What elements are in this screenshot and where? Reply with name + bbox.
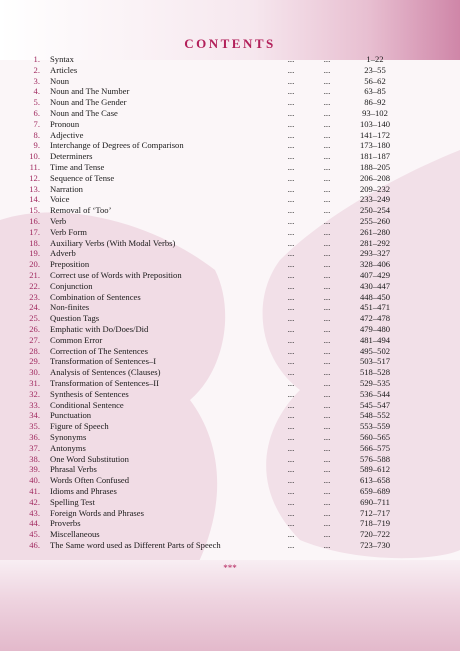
item-number: 26. [29, 324, 40, 334]
item-number: 2. [33, 64, 40, 75]
item-pages: 718–719 [359, 518, 391, 529]
dot-leader: ... [287, 334, 295, 345]
item-pages: 576–588 [359, 453, 391, 464]
list-item [0, 432, 460, 442]
item-title: Noun and The Case [50, 108, 118, 118]
dot-leader: ... [323, 410, 331, 421]
item-pages: 560–565 [359, 432, 391, 442]
dot-leader: ... [323, 194, 331, 205]
dot-leader: ... [323, 324, 331, 334]
item-number: 32. [29, 388, 40, 399]
item-pages: 503–517 [359, 356, 391, 367]
dot-leader: ... [323, 248, 331, 259]
item-number: 44. [29, 518, 40, 529]
dot-leader: ... [287, 75, 295, 86]
item-title: Narration [50, 183, 83, 194]
item-pages: 250–254 [359, 205, 391, 216]
item-title: Non-finites [50, 302, 90, 313]
item-pages: 328–406 [359, 259, 391, 270]
list-item [0, 205, 460, 215]
item-title: Proverbs [50, 518, 81, 529]
dot-leader: ... [287, 507, 295, 518]
dot-leader: ... [323, 518, 331, 529]
dot-leader: ... [323, 399, 331, 410]
dot-leader: ... [323, 345, 331, 356]
dot-leader: ... [287, 205, 295, 216]
dot-leader: ... [323, 496, 331, 507]
item-title: Emphatic with Do/Does/Did [50, 324, 149, 334]
dot-leader: ... [287, 324, 295, 334]
item-number: 40. [29, 475, 40, 486]
list-item [0, 151, 460, 161]
item-title: Phrasal Verbs [50, 464, 97, 475]
list-item [0, 346, 460, 356]
item-number: 12. [29, 172, 40, 183]
item-title: Interchange of Degrees of Comparison [50, 140, 184, 151]
dot-leader: ... [287, 237, 295, 248]
item-pages: 261–280 [359, 226, 391, 237]
dot-leader: ... [323, 356, 331, 367]
item-pages: 613–658 [359, 475, 391, 486]
list-item [0, 248, 460, 258]
dot-leader: ... [287, 108, 295, 118]
item-pages: 720–722 [359, 529, 391, 540]
dot-leader: ... [323, 507, 331, 518]
dot-leader: ... [323, 280, 331, 291]
item-title: Foreign Words and Phrases [50, 507, 144, 518]
dot-leader: ... [287, 378, 295, 388]
item-pages: 63–85 [364, 86, 386, 97]
item-title: Conditional Sentence [50, 399, 124, 410]
item-title: Syntax [50, 54, 74, 64]
item-number: 30. [29, 367, 40, 378]
dot-leader: ... [287, 540, 295, 550]
item-title: Articles [50, 64, 78, 75]
item-pages: 173–180 [359, 140, 391, 151]
dot-leader: ... [323, 108, 331, 118]
item-number: 6. [33, 108, 40, 118]
item-title: Correction of The Sentences [50, 345, 148, 356]
item-title: Pronoun [50, 118, 80, 129]
item-title: Transformation of Sentences–II [50, 378, 159, 388]
item-pages: 545–547 [359, 399, 391, 410]
item-number: 34. [29, 410, 40, 421]
item-number: 42. [29, 496, 40, 507]
dot-leader: ... [323, 216, 331, 226]
item-pages: 690–711 [360, 496, 390, 507]
item-number: 45. [29, 529, 40, 540]
dot-leader: ... [287, 183, 295, 194]
list-item [0, 518, 460, 528]
item-pages: 293–327 [359, 248, 391, 259]
dot-leader: ... [287, 518, 295, 529]
item-pages: 495–502 [359, 345, 391, 356]
item-title: The Same word used as Different Parts of Speech [50, 540, 221, 550]
list-item [0, 97, 460, 107]
item-pages: 659–689 [359, 486, 391, 496]
dot-leader: ... [287, 453, 295, 464]
dot-leader: ... [287, 421, 295, 432]
item-number: 7. [33, 118, 40, 129]
item-title: Figure of Speech [50, 421, 109, 432]
dot-leader: ... [323, 464, 331, 475]
item-pages: 209–232 [359, 183, 391, 194]
list-item [0, 389, 460, 399]
dot-leader: ... [287, 529, 295, 540]
dot-leader: ... [287, 216, 295, 226]
item-pages: 23–55 [364, 64, 386, 75]
item-pages: 188–205 [359, 162, 391, 172]
item-number: 17. [29, 226, 40, 237]
item-pages: 93–102 [362, 108, 388, 118]
item-pages: 1–22 [366, 54, 384, 64]
dot-leader: ... [287, 64, 295, 75]
item-number: 29. [29, 356, 40, 367]
dot-leader: ... [287, 399, 295, 410]
item-pages: 141–172 [359, 129, 391, 140]
item-pages: 281–292 [359, 237, 391, 248]
item-number: 41. [29, 486, 40, 496]
item-title: Common Error [50, 334, 103, 345]
dot-leader: ... [323, 64, 331, 75]
item-number: 4. [33, 86, 40, 97]
item-title: Synthesis of Sentences [50, 388, 129, 399]
dot-leader: ... [287, 486, 295, 496]
dot-leader: ... [323, 334, 331, 345]
item-pages: 536–544 [359, 388, 391, 399]
item-number: 14. [29, 194, 40, 205]
item-pages: 430–447 [359, 280, 391, 291]
item-title: Spelling Test [50, 496, 95, 507]
item-pages: 529–535 [359, 378, 391, 388]
item-number: 19. [29, 248, 40, 259]
dot-leader: ... [287, 291, 295, 302]
list-item [0, 475, 460, 485]
list-item [0, 65, 460, 75]
dot-leader: ... [287, 388, 295, 399]
item-title: Idioms and Phrases [50, 486, 117, 496]
item-title: Antonyms [50, 442, 86, 453]
list-item [0, 227, 460, 237]
item-number: 13. [29, 183, 40, 194]
item-title: Preposition [50, 259, 90, 270]
item-number: 27. [29, 334, 40, 345]
page-title: CONTENTS [184, 36, 276, 51]
dot-leader: ... [287, 345, 295, 356]
dot-leader: ... [323, 486, 331, 496]
item-title: Analysis of Sentences (Clauses) [50, 367, 161, 378]
item-title: Verb Form [50, 226, 87, 237]
dot-leader: ... [287, 226, 295, 237]
dot-leader: ... [323, 97, 331, 108]
item-pages: 86–92 [364, 97, 386, 108]
list-item [0, 400, 460, 410]
item-pages: 472–478 [359, 313, 391, 324]
dot-leader: ... [287, 410, 295, 421]
item-title: Miscellaneous [50, 529, 100, 540]
list-item [0, 367, 460, 377]
dot-leader: ... [323, 453, 331, 464]
bottom-decoration [0, 560, 460, 651]
list-item [0, 302, 460, 312]
dot-leader: ... [323, 226, 331, 237]
list-item [0, 540, 460, 550]
list-item [0, 54, 460, 64]
item-number: 8. [33, 129, 40, 140]
item-number: 15. [29, 205, 40, 216]
dot-leader: ... [323, 259, 331, 270]
list-item [0, 486, 460, 496]
dot-leader: ... [287, 464, 295, 475]
item-title: Transformation of Sentences–I [50, 356, 157, 367]
list-item [0, 130, 460, 140]
item-title: Time and Tense [50, 162, 105, 172]
dot-leader: ... [323, 378, 331, 388]
list-item [0, 173, 460, 183]
item-pages: 255–260 [359, 216, 391, 226]
item-title: One Word Substitution [50, 453, 129, 464]
dot-leader: ... [287, 118, 295, 129]
dot-leader: ... [287, 356, 295, 367]
list-item [0, 410, 460, 420]
item-pages: 448–450 [359, 291, 391, 302]
item-title: Verb [50, 216, 67, 226]
dot-leader: ... [287, 151, 295, 162]
dot-leader: ... [287, 432, 295, 442]
dot-leader: ... [323, 54, 331, 64]
dot-leader: ... [323, 162, 331, 172]
item-number: 38. [29, 453, 40, 464]
item-number: 39. [29, 464, 40, 475]
dot-leader: ... [323, 270, 331, 280]
item-number: 21. [29, 270, 40, 280]
item-number: 3. [33, 75, 40, 86]
dot-leader: ... [323, 475, 331, 486]
dot-leader: ... [323, 237, 331, 248]
list-item [0, 162, 460, 172]
item-number: 28. [29, 345, 40, 356]
list-item [0, 238, 460, 248]
dot-leader: ... [323, 183, 331, 194]
item-pages: 566–575 [359, 442, 391, 453]
dot-leader: ... [323, 151, 331, 162]
item-pages: 723–730 [359, 540, 391, 550]
list-item [0, 454, 460, 464]
list-item [0, 508, 460, 518]
item-title: Adjective [50, 129, 84, 140]
dot-leader: ... [287, 162, 295, 172]
item-number: 5. [33, 97, 40, 108]
item-title: Determiners [50, 151, 93, 162]
dot-leader: ... [323, 291, 331, 302]
list-item [0, 497, 460, 507]
item-number: 33. [29, 399, 40, 410]
dot-leader: ... [287, 496, 295, 507]
item-number: 20. [29, 259, 40, 270]
list-item [0, 292, 460, 302]
item-pages: 206–208 [359, 172, 391, 183]
item-title: Conjunction [50, 280, 93, 291]
dot-leader: ... [287, 172, 295, 183]
dot-leader: ... [287, 302, 295, 313]
list-item [0, 464, 460, 474]
dot-leader: ... [323, 367, 331, 378]
item-pages: 407–429 [359, 270, 391, 280]
dot-leader: ... [287, 475, 295, 486]
dot-leader: ... [287, 367, 295, 378]
item-number: 31. [29, 378, 40, 388]
list-item [0, 194, 460, 204]
item-number: 46. [29, 540, 40, 550]
dot-leader: ... [323, 388, 331, 399]
end-ornament: *** [223, 563, 237, 573]
dot-leader: ... [323, 86, 331, 97]
dot-leader: ... [323, 421, 331, 432]
dot-leader: ... [323, 540, 331, 550]
item-pages: 103–140 [359, 118, 391, 129]
dot-leader: ... [287, 86, 295, 97]
item-title: Voice [50, 194, 70, 205]
item-pages: 481–494 [359, 334, 391, 345]
item-title: Noun [50, 75, 70, 86]
list-item [0, 421, 460, 431]
item-title: Synonyms [50, 432, 87, 442]
item-title: Sequence of Tense [50, 172, 115, 183]
list-item [0, 324, 460, 334]
item-pages: 553–559 [359, 421, 391, 432]
item-title: Punctuation [50, 410, 92, 421]
dot-leader: ... [323, 529, 331, 540]
item-title: Question Tags [50, 313, 100, 324]
item-number: 22. [29, 280, 40, 291]
item-title: Noun and The Gender [50, 97, 127, 108]
dot-leader: ... [323, 313, 331, 324]
dot-leader: ... [287, 248, 295, 259]
dot-leader: ... [323, 302, 331, 313]
dot-leader: ... [323, 129, 331, 140]
dot-leader: ... [323, 205, 331, 216]
item-title: Removal of ‘Too’ [50, 205, 112, 216]
dot-leader: ... [323, 442, 331, 453]
item-pages: 589–612 [359, 464, 391, 475]
dot-leader: ... [287, 140, 295, 151]
item-pages: 233–249 [359, 194, 391, 205]
list-item [0, 184, 460, 194]
list-item [0, 259, 460, 269]
list-item [0, 443, 460, 453]
list-item [0, 86, 460, 96]
item-number: 23. [29, 291, 40, 302]
item-title: Words Often Confused [50, 475, 130, 486]
item-number: 9. [33, 140, 40, 151]
item-number: 24. [29, 302, 40, 313]
dot-leader: ... [323, 75, 331, 86]
list-item [0, 76, 460, 86]
dot-leader: ... [323, 432, 331, 442]
list-item [0, 313, 460, 323]
item-pages: 518–528 [359, 367, 391, 378]
dot-leader: ... [323, 118, 331, 129]
dot-leader: ... [287, 54, 295, 64]
dot-leader: ... [287, 313, 295, 324]
item-pages: 548–552 [359, 410, 391, 421]
dot-leader: ... [323, 172, 331, 183]
dot-leader: ... [287, 259, 295, 270]
item-number: 36. [29, 432, 40, 442]
item-title: Correct use of Words with Preposition [50, 270, 182, 280]
dot-leader: ... [287, 97, 295, 108]
dot-leader: ... [287, 129, 295, 140]
list-item [0, 281, 460, 291]
dot-leader: ... [287, 270, 295, 280]
list-item [0, 356, 460, 366]
list-item [0, 119, 460, 129]
item-number: 18. [29, 237, 40, 248]
list-item [0, 270, 460, 280]
item-pages: 479–480 [359, 324, 391, 334]
item-number: 25. [29, 313, 40, 324]
item-number: 16. [29, 216, 40, 226]
item-pages: 181–187 [359, 151, 391, 162]
item-number: 37. [29, 442, 40, 453]
dot-leader: ... [287, 194, 295, 205]
item-pages: 712–717 [359, 507, 391, 518]
list-item [0, 216, 460, 226]
list-item [0, 529, 460, 539]
item-number: 35. [29, 421, 40, 432]
list-item [0, 378, 460, 388]
item-number: 1. [33, 54, 40, 64]
item-number: 10. [29, 151, 40, 162]
item-title: Noun and The Number [50, 86, 130, 97]
item-number: 11. [29, 162, 40, 172]
list-item [0, 335, 460, 345]
item-title: Auxiliary Verbs (With Modal Verbs) [50, 237, 176, 248]
item-title: Combination of Sentences [50, 291, 141, 302]
item-title: Adverb [50, 248, 76, 259]
list-item [0, 140, 460, 150]
item-pages: 451–471 [359, 302, 391, 313]
item-pages: 56–62 [364, 75, 386, 86]
dot-leader: ... [323, 140, 331, 151]
dot-leader: ... [287, 280, 295, 291]
item-number: 43. [29, 507, 40, 518]
dot-leader: ... [287, 442, 295, 453]
list-item [0, 108, 460, 118]
